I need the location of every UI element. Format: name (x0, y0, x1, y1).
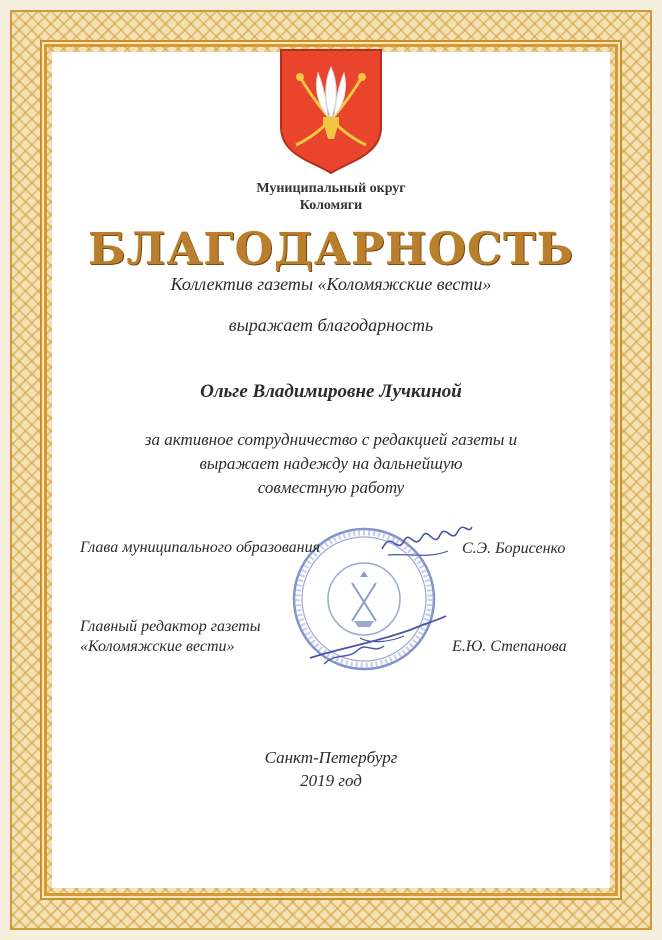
position-line: Главный редактор газеты (80, 618, 261, 635)
district-line-1: Муниципальный округ (256, 181, 406, 196)
issuer-line: Коллектив газеты «Коломяжские вести» (170, 274, 492, 294)
signatory-name: Е.Ю. Степанова (452, 638, 567, 655)
reason-line: выражает надежду на дальнейшую (199, 454, 463, 473)
signatory-position (80, 538, 320, 558)
reason-line: совместную работу (257, 478, 405, 497)
handwritten-signature-icon (378, 515, 474, 565)
signatory-position (80, 617, 261, 657)
handwritten-signature-icon (300, 608, 450, 678)
reason-text (0, 428, 662, 500)
signatory-name: С.Э. Борисенко (462, 540, 566, 557)
recipient-name: Ольге Владимировне Лучкиной (200, 381, 462, 402)
district-name (0, 180, 662, 214)
district-line-2: Коломяги (299, 198, 363, 213)
place-and-date (0, 746, 662, 792)
certificate-title: БЛАГОДАРНОСТЬ (87, 224, 575, 275)
city: Санкт-Петербург (264, 748, 398, 767)
position-line: «Коломяжские вести» (80, 638, 235, 655)
expresses-line: выражает благодарность (228, 315, 434, 335)
coat-of-arms-icon (278, 47, 384, 175)
position-line: Глава муниципального образования (80, 539, 321, 556)
reason-line: за активное сотрудничество с редакцией газеты и (144, 430, 518, 449)
year: 2019 год (300, 771, 362, 790)
